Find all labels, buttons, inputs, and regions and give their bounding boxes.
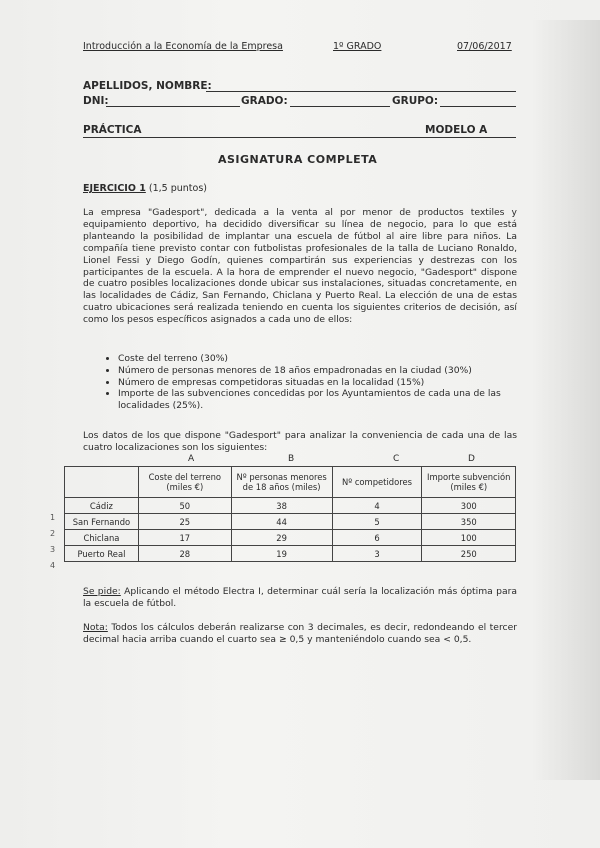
question-block: [83, 586, 517, 610]
value-cell: 19: [231, 546, 332, 562]
table-header-cell: [65, 467, 139, 498]
table-header-row: [65, 467, 516, 498]
grupo-label: GRUPO:: [392, 95, 439, 107]
city-cell: Chiclana: [65, 530, 139, 546]
question-text: Aplicando el método Electra I, determinar cuál sería la localización más óptima para la escuela de fútbol.: [83, 586, 517, 609]
note-block: [83, 622, 517, 646]
value-cell: 50: [138, 498, 231, 514]
data-intro: Los datos de los que dispone "Gadesport" para analizar la conveniencia de cada una de las cuatro localizaciones son los siguientes:: [83, 430, 517, 453]
row-number: 2: [50, 529, 56, 538]
city-cell: Puerto Real: [65, 546, 139, 562]
value-cell: 350: [422, 514, 516, 530]
city-cell: Cádiz: [65, 498, 139, 514]
criterion-item: • Número de personas menores de 18 años empadronadas en la ciudad (30%): [118, 365, 538, 377]
grade-label: 1º GRADO: [333, 41, 382, 52]
criterion-item: • Número de empresas competidoras situadas en la localidad (15%): [118, 377, 538, 389]
value-cell: 5: [332, 514, 422, 530]
row-number: 4: [50, 561, 56, 570]
note-label: Nota:: [83, 622, 108, 633]
grupo-line: [440, 106, 516, 107]
city-cell: San Fernando: [65, 514, 139, 530]
value-cell: 17: [138, 530, 231, 546]
row-number: 3: [50, 545, 56, 554]
name-line: [206, 91, 516, 92]
course-title: Introducción a la Economía de la Empresa: [83, 41, 283, 52]
locations-table: [64, 466, 516, 562]
dni-label: DNI:: [83, 95, 109, 107]
table-header-cell: Importe subvención (miles €): [422, 467, 516, 498]
table-row: [65, 514, 516, 530]
value-cell: 38: [231, 498, 332, 514]
table-header-cell: Coste del terreno (miles €): [138, 467, 231, 498]
table-row: [65, 546, 516, 562]
dni-line: [106, 106, 240, 107]
grado-line: [290, 106, 390, 107]
criteria-list: [100, 353, 538, 412]
value-cell: 25: [138, 514, 231, 530]
value-cell: 300: [422, 498, 516, 514]
exercise-intro: La empresa "Gadesport", dedicada a la venta al por menor de productos textiles y equipamiento deportivo, ha decidido diversificar su línea de negocio, para lo que está planteando la posibilidad de implantar una escuela de fútbol al aire libre para niños. La compañía tiene previsto contar con futbolistas profesionales de la talla de Luciano Ronaldo, Lionel Fessi y Diego Godín, quienes compartirán sus experiencias y destrezas con los participantes de la escuela. A la hora de emprender el nuevo negocio, "Gadesport" dispone de cuatro posibles localizaciones donde ubicar sus instalaciones, situadas concretamente, en las localidades de Cádiz, San Fernando, Chiclana y Puerto Real. La elección de una de estas cuatro ubicaciones será realizada teniendo en cuenta los siguientes criterios de decisión, así como los pesos específicos asignados a cada uno de ellos:: [83, 207, 517, 326]
exam-type: PRÁCTICA: [83, 124, 142, 136]
exam-title: ASIGNATURA COMPLETA: [218, 153, 378, 166]
value-cell: 100: [422, 530, 516, 546]
exam-date: 07/06/2017: [457, 41, 512, 52]
column-letter: B: [288, 454, 295, 464]
value-cell: 4: [332, 498, 422, 514]
criterion-item: • Coste del terreno (30%): [118, 353, 538, 365]
value-cell: 28: [138, 546, 231, 562]
column-letter: D: [468, 454, 475, 464]
exercise-heading: [83, 183, 207, 194]
page-fold-shadow: [532, 20, 600, 780]
exercise-points: (1,5 puntos): [148, 183, 207, 194]
value-cell: 3: [332, 546, 422, 562]
grado-label: GRADO:: [241, 95, 288, 107]
table-row: [65, 498, 516, 514]
table-header-cell: Nº personas menores de 18 años (miles): [231, 467, 332, 498]
note-text: Todos los cálculos deberán realizarse con 3 decimales, es decir, redondeando el tercer decimal hacia arriba cuando el cuarto sea ≥ 0,5 y manteniéndolo cuando sea < 0,5.: [83, 622, 517, 645]
exam-model: MODELO A: [425, 124, 488, 136]
column-letter: A: [188, 454, 195, 464]
value-cell: 250: [422, 546, 516, 562]
column-letter: C: [393, 454, 400, 464]
table-row: [65, 530, 516, 546]
row-number: 1: [50, 513, 56, 522]
value-cell: 44: [231, 514, 332, 530]
question-label: Se pide:: [83, 586, 121, 597]
header-divider: [83, 137, 516, 138]
table-header-cell: Nº competidores: [332, 467, 422, 498]
value-cell: 6: [332, 530, 422, 546]
name-label: APELLIDOS, NOMBRE:: [83, 80, 212, 92]
exercise-label: EJERCICIO 1: [83, 183, 146, 194]
criterion-item: • Importe de las subvenciones concedidas por los Ayuntamientos de cada una de las localidades (25%).: [118, 388, 538, 412]
value-cell: 29: [231, 530, 332, 546]
